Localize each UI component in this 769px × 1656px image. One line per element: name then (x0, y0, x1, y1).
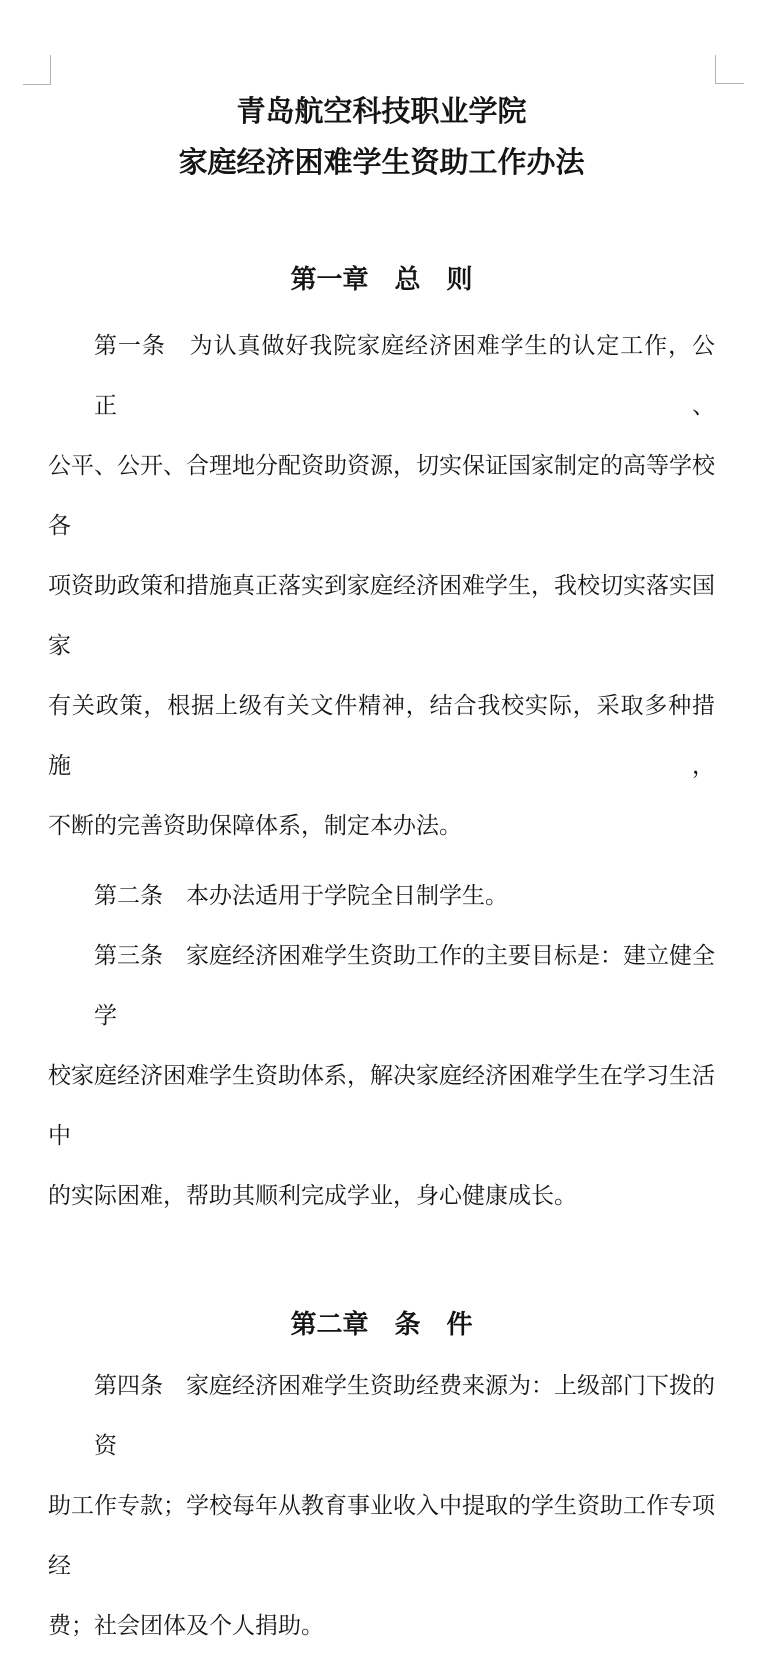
text-line: 费；社会团体及个人捐助。 (48, 1613, 324, 1638)
text-line: 有关政策，根据上级有关文件精神，结合我校实际，采取多种措施， (48, 693, 715, 778)
title-line-1: 青岛航空科技职业学院 (236, 96, 527, 128)
text-line: 项资助政策和措施真正落实到家庭经济困难学生，我校切实落实国家 (48, 573, 715, 658)
text-line: 的实际困难，帮助其顺利完成学业，身心健康成长。 (48, 1183, 577, 1208)
text-line: 助工作专款；学校每年从教育事业收入中提取的学生资助工作专项经 (48, 1493, 715, 1578)
text-line: 第二条 本办法适用于学院全日制学生。 (94, 883, 508, 908)
chapter-1-heading: 第一章 总 则 (290, 265, 473, 294)
article-2 (48, 866, 715, 926)
text-line: 公平、公开、合理地分配资助资源，切实保证国家制定的高等学校各 (48, 453, 715, 538)
article-1 (48, 316, 715, 856)
text-line: 不断的完善资助保障体系，制定本办法。 (48, 813, 462, 838)
text-line: 校家庭经济困难学生资助体系，解决家庭经济困难学生在学习生活中 (48, 1063, 715, 1148)
text-line: 第三条 家庭经济困难学生资助工作的主要目标是：建立健全学 (94, 943, 715, 1028)
text-line: 第四条 家庭经济困难学生资助经费来源为：上级部门下拨的资 (94, 1373, 715, 1458)
article-4 (48, 1356, 715, 1656)
chapter-2-heading: 第二章 条 件 (290, 1310, 473, 1339)
article-3 (48, 926, 715, 1226)
text-line: 第一条 为认真做好我院家庭经济困难学生的认定工作，公正、 (94, 333, 715, 418)
title-line-2: 家庭经济困难学生资助工作办法 (178, 147, 585, 179)
